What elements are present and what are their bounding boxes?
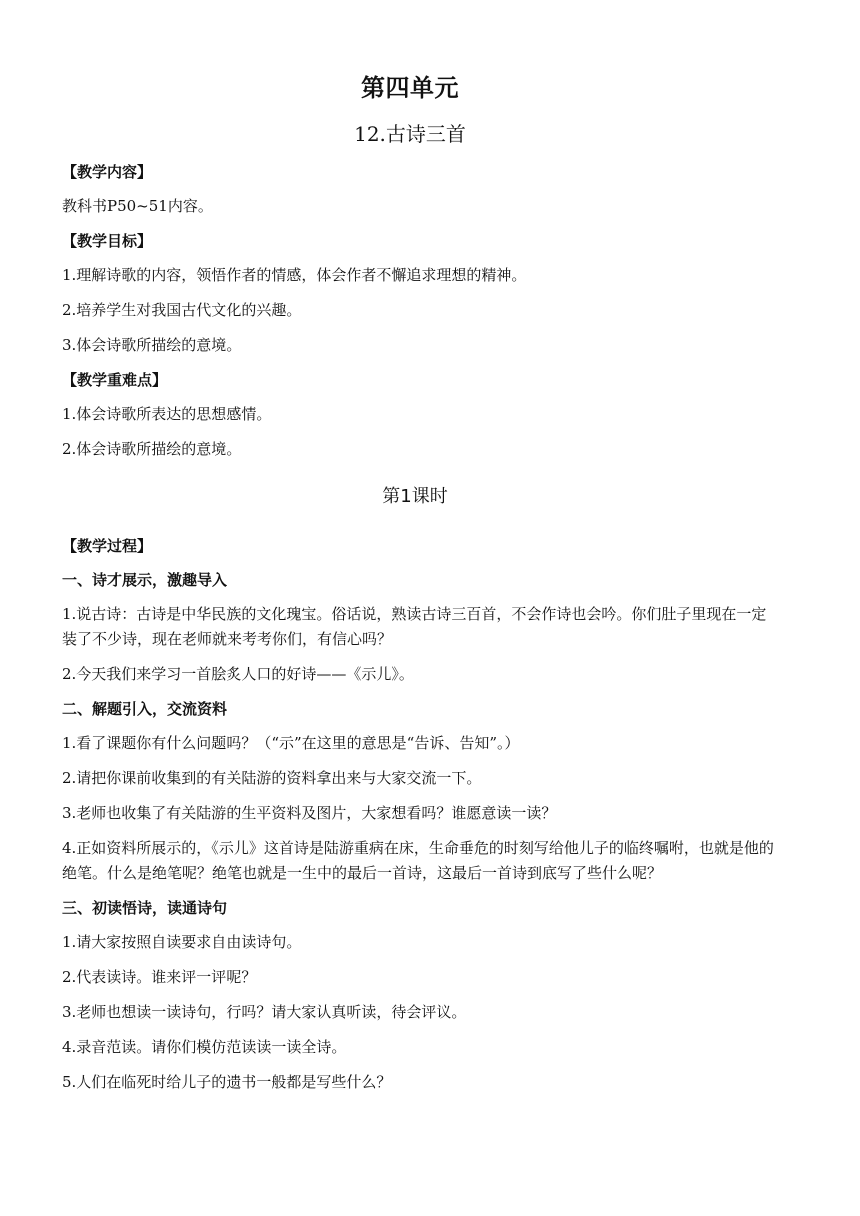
- key-point-item: 1.体会诗歌所表达的思想感情。: [62, 405, 272, 423]
- section-title: 三、初读悟诗，读通诗句: [62, 899, 228, 917]
- section-item: 5.人们在临死时给儿子的遗书一般都是写些什么？: [62, 1073, 392, 1091]
- goal-item: 3.体会诗歌所描绘的意境。: [62, 336, 242, 354]
- lesson-title: 12.古诗三首: [354, 122, 466, 146]
- section-item: 1.看了课题你有什么问题吗？（“示”在这里的意思是“告诉、告知”。）: [62, 734, 520, 752]
- section-item: 3.老师也收集了有关陆游的生平资料及图片，大家想看吗？谁愿意读一读？: [62, 804, 557, 822]
- section-item: 1.请大家按照自读要求自由读诗句。: [62, 933, 302, 951]
- unit-title: 第四单元: [361, 74, 459, 102]
- teaching-content-heading: 【教学内容】: [62, 163, 153, 181]
- goal-item: 2.培养学生对我国古代文化的兴趣。: [62, 301, 302, 319]
- section-item: 3.老师也想读一读诗句，行吗？请大家认真听读，待会评议。: [62, 1003, 467, 1021]
- section-item: 1.说古诗：古诗是中华民族的文化瑰宝。俗话说，熟读古诗三百首，不会作诗也会吟。你们肚子里现在一定装了不少诗，现在老师就来考考你们，有信心吗？: [62, 605, 767, 648]
- section-item: 2.请把你课前收集到的有关陆游的资料拿出来与大家交流一下。: [62, 769, 482, 787]
- key-point-item: 2.体会诗歌所描绘的意境。: [62, 440, 242, 458]
- section-title: 一、诗才展示，激趣导入: [62, 571, 228, 589]
- teaching-goals-heading: 【教学目标】: [62, 232, 153, 250]
- section-item: 4.正如资料所展示的，《示儿》这首诗是陆游重病在床，生命垂危的时刻写给他儿子的临终嘱咐，也就是他的绝笔。什么是绝笔呢？绝笔也就是一生中的最后一首诗，这最后一首诗到底写了些什么呢？: [62, 839, 774, 882]
- teaching-process-heading: 【教学过程】: [62, 537, 153, 555]
- document-body: [62, 160, 774, 1095]
- key-points-heading: 【教学重难点】: [62, 371, 168, 389]
- section-title: 二、解题引入，交流资料: [62, 700, 228, 718]
- period-title: 第1课时: [382, 486, 448, 507]
- teaching-content-text: 教科书P50~51内容。: [62, 197, 213, 215]
- section-item: 4.录音范读。请你们模仿范读读一读全诗。: [62, 1038, 347, 1056]
- section-item: 2.代表读诗。谁来评一评呢？: [62, 968, 257, 986]
- goal-item: 1.理解诗歌的内容，领悟作者的情感，体会作者不懈追求理想的精神。: [62, 266, 527, 284]
- section-item: 2.今天我们来学习一首脍炙人口的好诗——《示儿》。: [62, 665, 414, 683]
